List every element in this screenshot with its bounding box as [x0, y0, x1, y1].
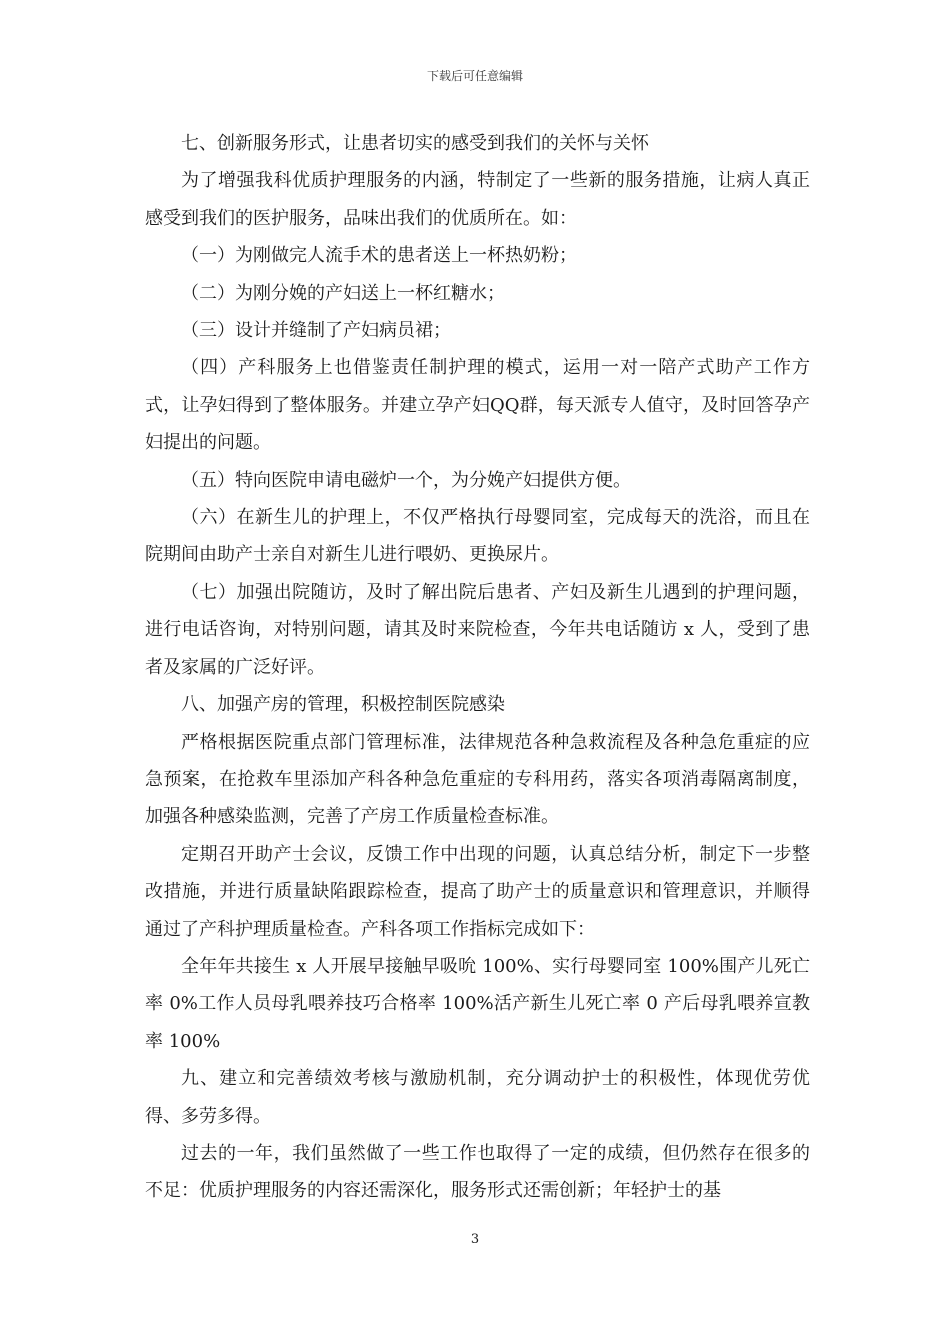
list-item: （七）加强出院随访，及时了解出院后患者、产妇及新生儿遇到的护理问题，进行电话咨询，对特别问题，请其及时来院检查，今年共电话随访 x 人，受到了患者及家属的广泛好评。 — [145, 581, 810, 678]
list-item: （二）为刚分娩的产妇送上一杯红糖水； — [181, 282, 505, 304]
paragraph-section-8-heading: 八、加强产房的管理，积极控制医院感染 — [181, 694, 505, 716]
paragraph-statistics: 全年年共接生 x 人开展早接触早吸吮 100%、实行母婴同室 100%围产儿死亡率 0%工作人员母乳喂养技巧合格率 100%活产新生儿死亡率 0 产后母乳喂养宣教率 100% — [145, 955, 810, 1052]
paragraph: 定期召开助产士会议，反馈工作中出现的问题，认真总结分析，制定下一步整改措施，并进行质量缺陷跟踪检查，提高了助产士的质量意识和管理意识，并顺得通过了产科护理质量检查。产科各项工作指标完成如下： — [145, 843, 810, 940]
list-item: （三）设计并缝制了产妇病员裙； — [181, 320, 451, 342]
page-number: 3 — [470, 1232, 480, 1247]
paragraph: 为了增强我科优质护理服务的内涵，特制定了一些新的服务措施，让病人真正感受到我们的医护服务，品味出我们的优质所在。如： — [145, 170, 810, 229]
list-item: （四）产科服务上也借鉴责任制护理的模式，运用一对一陪产式助产工作方式，让孕妇得到了整体服务。并建立孕产妇QQ群，每天派专人值守，及时回答孕产妇提出的问题。 — [145, 357, 810, 454]
list-item: （五）特向医院申请电磁炉一个，为分娩产妇提供方便。 — [181, 469, 631, 491]
list-item: （一）为刚做完人流手术的患者送上一杯热奶粉； — [181, 245, 577, 267]
paragraph: 严格根据医院重点部门管理标准，法律规范各种急救流程及各种急危重症的应急预案，在抢救车里添加产科各种急危重症的专科用药，落实各项消毒隔离制度，加强各种感染监测，完善了产房工作质量检查标准。 — [145, 731, 810, 828]
paragraph: 过去的一年，我们虽然做了一些工作也取得了一定的成绩，但仍然存在很多的不足：优质护理服务的内容还需深化，服务形式还需创新；年轻护士的基 — [145, 1142, 810, 1202]
paragraph-section-7-heading: 七、创新服务形式，让患者切实的感受到我们的关怀与关怀 — [181, 133, 649, 154]
document-body — [145, 125, 810, 1210]
paragraph-section-9-heading: 九、建立和完善绩效考核与激励机制，充分调动护士的积极性，体现优劳优得、多劳多得。 — [145, 1068, 810, 1127]
list-item: （六）在新生儿的护理上，不仅严格执行母婴同室，完成每天的洗浴，而且在院期间由助产士亲自对新生儿进行喂奶、更换尿片。 — [145, 507, 810, 566]
page-header: 下载后可任意编辑 — [426, 69, 523, 83]
